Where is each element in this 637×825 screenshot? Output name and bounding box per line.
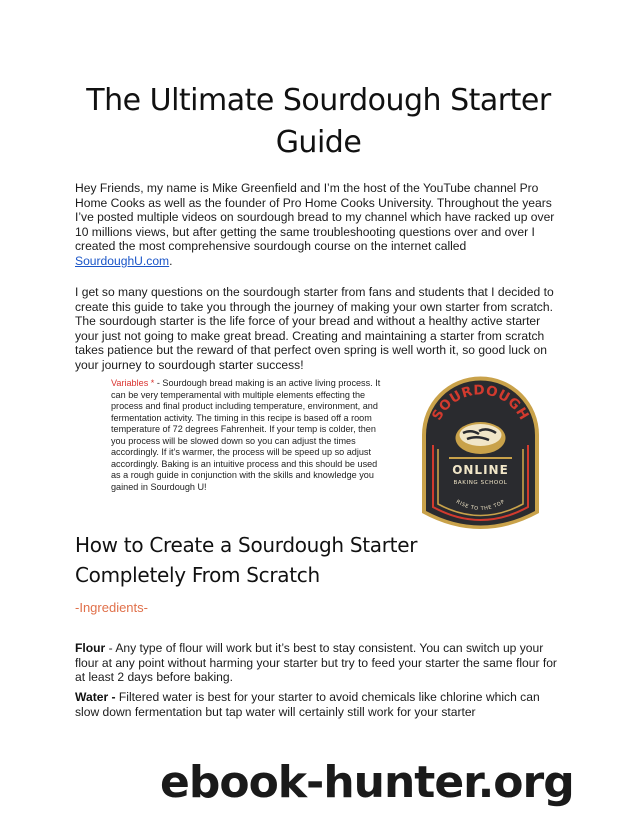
intro-end: .	[169, 253, 173, 268]
intro-text: Hey Friends, my name is Mike Greenfield and I’m the host of the YouTube channel Pro Home Cooks as well as the founder of Pro Home Cooks University. Throughout the years I’ve posted multiple videos on sourdough bread to my channel which have racked up over 10 millions views, but after getting the same troubleshooting questions over and over I created the most comprehensive sourdough course on the internet called	[75, 181, 555, 254]
page-title	[60, 80, 577, 164]
variables-note	[111, 378, 388, 493]
flour-paragraph	[75, 641, 567, 685]
water-text: Filtered water is best for your starter to avoid chemicals like chlorine which can slow down fermentation but tap water will certainly still work for your starter	[75, 690, 540, 719]
water-paragraph	[75, 690, 567, 719]
badge-motto-text: RISE TO THE TOP	[454, 498, 507, 513]
water-label: Water -	[75, 690, 116, 704]
flour-text: - Any type of flour will work but it’s best to stay consistent. You can switch up your flour at any point without harming your starter but try to feed your starter the same flour for at least 2 days before baking.	[75, 641, 557, 685]
sourdough-online-badge-logo	[419, 375, 542, 538]
title-line-1: The Ultimate Sourdough Starter	[86, 83, 551, 118]
section-heading-line-2: Completely From Scratch	[75, 563, 320, 587]
section-heading-line-1: How to Create a Sourdough Starter	[75, 533, 418, 557]
ingredients-label: -Ingredients-	[75, 600, 148, 615]
intro-paragraph	[75, 181, 567, 269]
variables-text: - Sourdough bread making is an active living process. It can be very temperamental with multiple elements effecting the process and final product including temperature, environment, and fermentation activity. The timing in this recipe is based off a room temperature of 72 degrees Fahrenheit. If your temp is colder, then you process will be slowed down so you can adjust the times accordingly. If it’s warmer, the process will be speed up so adjust accordingly. Baking is an intuitive process and this should be used as a rough guide in conjunction with the skills and knowledge you gained in Sourdough U!	[111, 378, 381, 492]
title-line-2: Guide	[275, 125, 362, 160]
badge-brand-text: SOURDOUGH	[429, 382, 532, 424]
badge-online-text: ONLINE	[452, 463, 509, 477]
starter-guide-paragraph: I get so many questions on the sourdough starter from fans and students that I decided to create this guide to take you through the journey of making your own starter from scratch. The sourdough starter is the life force of your bread and without a healthy active starter your just not going to make great bread. Creating and maintaining a starter from scratch takes patience but the reward of that perfect oven spring is well worth it, so good luck on your journey to sourdough starter success!	[75, 285, 554, 372]
watermark-text: ebook-hunter.org	[160, 757, 574, 808]
flour-label: Flour	[75, 641, 106, 655]
badge-underline-top	[449, 457, 512, 459]
variables-label: Variables *	[111, 378, 157, 388]
sourdoughu-link[interactable]: SourdoughU.com	[75, 253, 170, 268]
section-heading	[75, 530, 435, 590]
badge-school-text: BAKING SCHOOL	[453, 480, 508, 486]
